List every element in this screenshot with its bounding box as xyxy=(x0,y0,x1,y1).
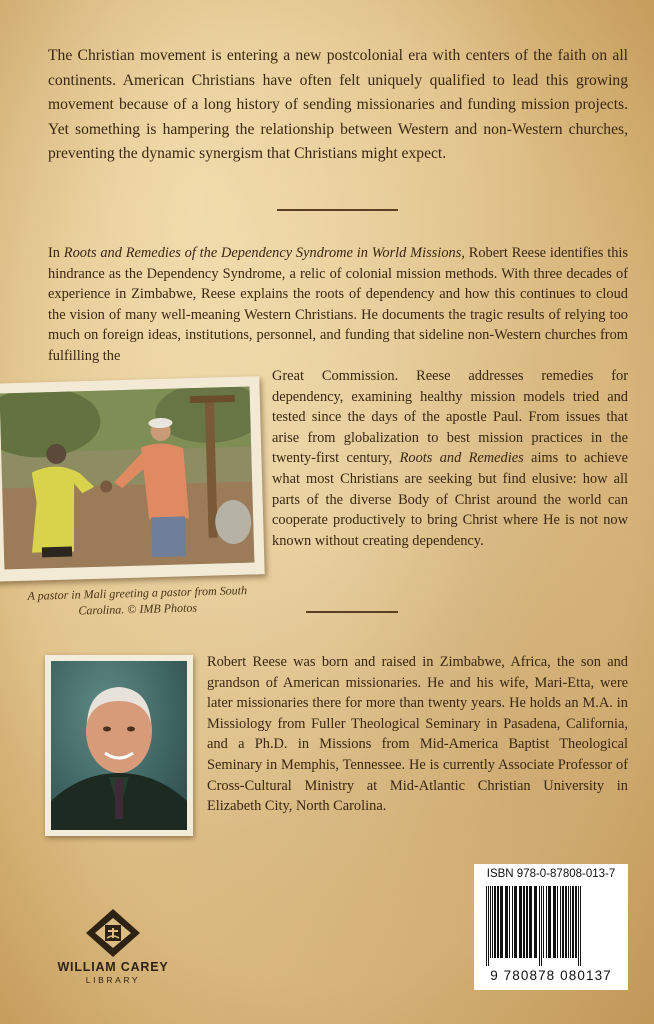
barcode-bar xyxy=(492,886,493,958)
barcode-bar xyxy=(580,886,581,966)
barcode-bar xyxy=(529,886,532,958)
barcode-bar xyxy=(546,886,547,958)
book-short-title: Roots and Remedies xyxy=(399,450,524,467)
description-text: , Robert Reese identifies this hindrance as the Dependency Syndrome, a relic of colonial mission methods. With three decades of experience in Zimbabwe, Reese explains the roots of dependency and how this continues to cloud the vision of many well-meaning Western Christians. He documents the tragic results of relying too much on foreign ideas, institutions, personnel, and funding that sideline non-Western churches from fulfilling the xyxy=(48,245,628,364)
barcode-bar xyxy=(541,886,542,966)
author-photo xyxy=(51,661,187,830)
photo-frame xyxy=(0,376,265,582)
isbn-barcode xyxy=(474,864,628,990)
barcode-bar xyxy=(488,886,489,966)
barcode-bar xyxy=(557,886,558,958)
barcode-bar xyxy=(578,886,579,966)
section-divider xyxy=(277,209,398,211)
barcode-bar xyxy=(539,886,540,966)
barcode-bar xyxy=(568,886,569,958)
barcode-bar xyxy=(490,886,491,958)
description-text: aims to achieve what most Christians are seeking but find elusive: how all parts of the diverse Body of Christ around the world can cooperate productively to bring Christ where He is not now known without creating dependency. xyxy=(272,450,628,549)
section-divider xyxy=(306,611,398,613)
description-paragraph-continued xyxy=(272,366,628,551)
author-portrait xyxy=(51,661,187,830)
barcode-bar xyxy=(486,886,487,966)
barcode-digits: 9 780878 080137 xyxy=(490,968,612,983)
william-carey-library-logo-icon xyxy=(85,908,141,958)
lead-in: In xyxy=(48,245,64,261)
barcode-bar xyxy=(553,886,556,958)
barcode-bar xyxy=(500,886,503,958)
barcode-bar xyxy=(519,886,522,958)
barcode-bar xyxy=(543,886,544,958)
photo-illustration xyxy=(0,387,254,570)
barcode-bar xyxy=(565,886,567,958)
barcode-bar xyxy=(512,886,513,958)
description-text: Great Commission. Reese addresses remedies for dependency, examining healthy mission models tried and tested since the days of the apostle Paul. From issues that arise from globalization to best mission practices in the twenty-first century, xyxy=(272,368,628,467)
intro-paragraph: The Christian movement is entering a new postcolonial era with centers of the faith on all continents. American Christians have often felt uniquely qualified to lead this growing movement because of a long history of sending missionaries and funding mission projects. Yet something is hampering the relationship between Western and non-Western churches, preventing the dynamic synergism that Christians might expect. xyxy=(48,47,628,163)
barcode-bar xyxy=(572,886,574,958)
barcode-bar xyxy=(505,886,508,958)
barcode-bar xyxy=(570,886,571,958)
publisher-subname: LIBRARY xyxy=(85,975,141,985)
author-photo-frame xyxy=(45,655,193,836)
isbn-label: ISBN 978-0-87808-013-7 xyxy=(486,868,616,880)
barcode-bar xyxy=(494,886,496,958)
barcode-bar xyxy=(526,886,528,958)
barcode-bar xyxy=(497,886,499,958)
barcode-bar xyxy=(575,886,577,958)
barcode-bar xyxy=(562,886,564,958)
description-paragraph xyxy=(48,243,628,367)
barcode-bar xyxy=(514,886,517,958)
book-title: Roots and Remedies of the Dependency Syndrome in World Missions xyxy=(63,245,462,261)
barcode-bar xyxy=(534,886,537,958)
pastors-greeting-photo xyxy=(0,387,254,570)
publisher-logo xyxy=(48,908,178,990)
barcode-bars xyxy=(484,886,618,966)
barcode-bar xyxy=(509,886,510,958)
photo-caption: A pastor in Mali greeting a pastor from South Carolina. © IMB Photos xyxy=(27,583,248,618)
publisher-name: WILLIAM CAREY xyxy=(57,960,169,974)
barcode-bar xyxy=(560,886,561,958)
author-bio: Robert Reese was born and raised in Zimbabwe, Africa, the son and grandson of American missionaries. He and his wife, Mari-Etta, were later missionaries there for more than twenty years. He holds an M.A. in Missiology from Fuller Theological Seminary in Pasadena, California, and a Ph.D. in Missions from Mid-America Baptist Theological Seminary in Memphis, Tennessee. He is currently Associate Professor of Cross-Cultural Ministry at Mid-Atlantic Christian University in Elizabeth City, North Carolina. xyxy=(207,654,628,815)
barcode-bar xyxy=(548,886,551,958)
barcode-bar xyxy=(523,886,525,958)
